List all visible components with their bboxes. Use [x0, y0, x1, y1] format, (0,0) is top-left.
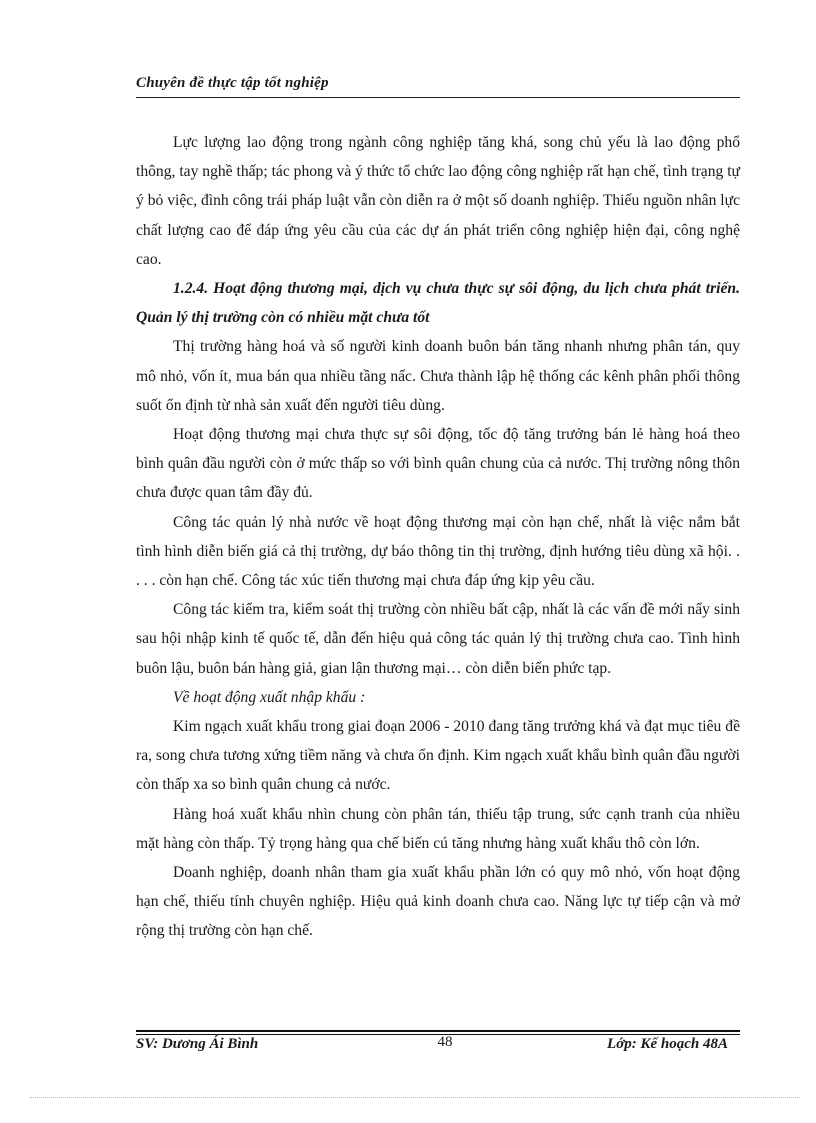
- footer-class: Lớp: Kế hoạch 48A: [607, 1036, 728, 1052]
- paragraph-labor-force: Lực lượng lao động trong ngành công nghiệp tăng khá, song chủ yếu là lao động phổ thông, tay nghề thấp; tác phong và ý thức tổ chức lao động công nghiệp rất hạn chế, tình trạng tự ý bỏ việc, đình công trái pháp luật vẫn còn diễn ra ở một số doanh nghiệp. Thiếu nguồn nhân lực chất lượng cao để đáp ứng yêu cầu của các dự án phát triển công nghiệp hiện đại, công nghệ cao.: [136, 134, 740, 268]
- section-heading-1-2-4: 1.2.4. Hoạt động thương mại, dịch vụ chưa thực sự sôi động, du lịch chưa phát triển. Quản lý thị trường còn có nhiều mặt chưa tốt: [136, 280, 740, 327]
- paragraph-trade-activity: Hoạt động thương mại chưa thực sự sôi động, tốc độ tăng trưởng bán lẻ hàng hoá theo bình quân đầu người còn ở mức thấp so với bình quân chung của cả nước. Thị trường nông thôn chưa được quan tâm đầy đủ.: [136, 426, 740, 502]
- page-number: 48: [437, 1034, 453, 1050]
- paragraph-market-inspection: Công tác kiểm tra, kiểm soát thị trường còn nhiều bất cập, nhất là các vấn đề mới nẩy sinh sau hội nhập kinh tế quốc tế, dẫn đến hiệu quả công tác quản lý thị trường chưa cao. Tình hình buôn lậu, buôn bán hàng giả, gian lận thương mại… còn diễn biến phức tạp.: [136, 601, 740, 677]
- paragraph-export-goods: Hàng hoá xuất khẩu nhìn chung còn phân tán, thiếu tập trung, sức cạnh tranh của nhiều mặt hàng còn thấp. Tỷ trọng hàng qua chế biến cú tăng nhưng hàng xuất khẩu thô còn lớn.: [136, 805, 740, 852]
- paragraph-enterprises: Doanh nghiệp, doanh nhân tham gia xuất khẩu phần lớn có quy mô nhỏ, vốn hoạt động hạn chế, thiếu tính chuyên nghiệp. Hiệu quả kinh doanh chưa cao. Năng lực tự tiếp cận và mở rộng thị trường còn hạn chế.: [136, 864, 740, 940]
- footer-rule-thick: [136, 1030, 740, 1032]
- body-text: [136, 128, 740, 946]
- subheading-import-export: Về hoạt động xuất nhập khẩu :: [173, 688, 366, 706]
- header-title: Chuyên đề thực tập tốt nghiệp: [136, 75, 329, 91]
- header-rule: [136, 97, 740, 98]
- footer-student: SV: Dương Ái Bình: [136, 1036, 259, 1052]
- paragraph-export-turnover: Kim ngạch xuất khẩu trong giai đoạn 2006 - 2010 đang tăng trưởng khá và đạt mục tiêu đề ra, song chưa tương xứng tiềm năng và chưa ổn định. Kim ngạch xuất khẩu bình quân đầu người còn thấp xa so bình quân chung cả nước.: [136, 718, 740, 794]
- page-boundary-dotted-line: [30, 1097, 800, 1098]
- paragraph-state-management: Công tác quản lý nhà nước về hoạt động thương mại còn hạn chế, nhất là việc nắm bắt tình hình diễn biến giá cả thị trường, dự báo thông tin thị trường, định hướng tiêu dùng xã hội. . . . . còn hạn chế. Công tác xúc tiến thương mại chưa đáp ứng kịp yêu cầu.: [136, 513, 740, 590]
- paragraph-market-goods: Thị trường hàng hoá và số người kinh doanh buôn bán tăng nhanh nhưng phân tán, quy mô nhỏ, vốn ít, mua bán qua nhiều tầng nấc. Chưa thành lập hệ thống các kênh phân phối thông suốt ổn định từ nhà sản xuất đến người tiêu dùng.: [136, 338, 740, 414]
